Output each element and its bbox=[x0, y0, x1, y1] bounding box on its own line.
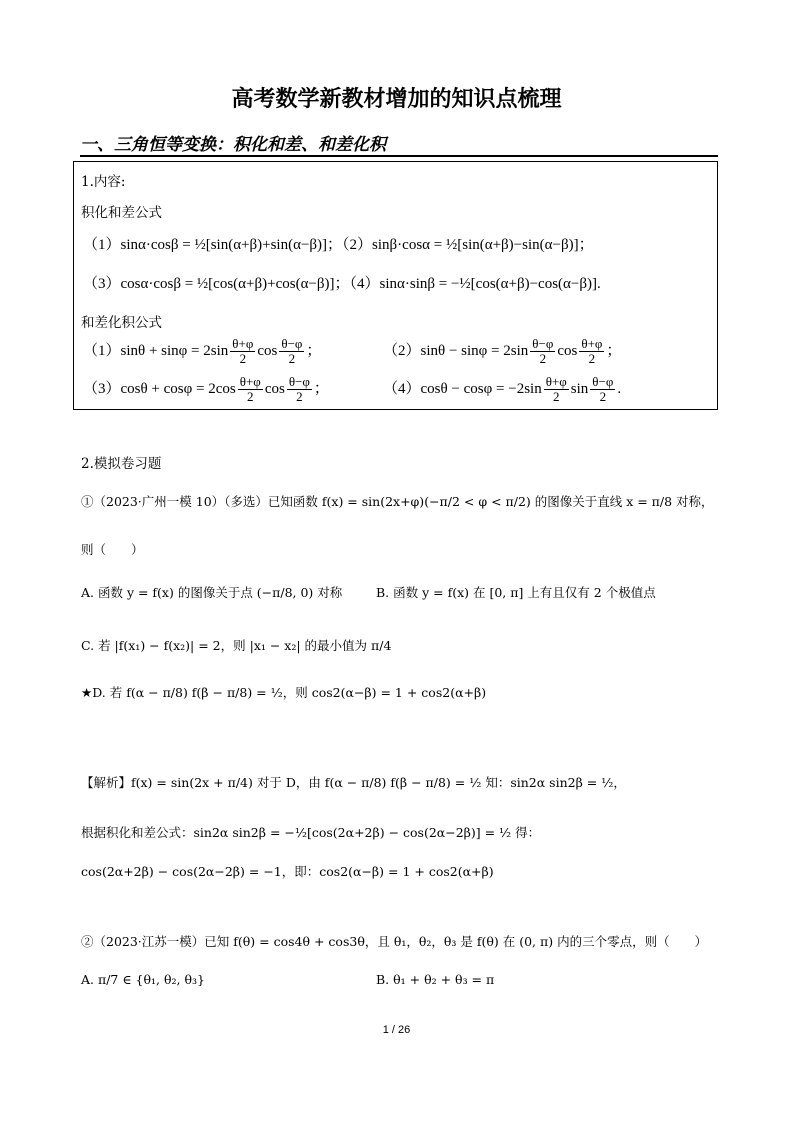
option-a: A. 函数 y = f(x) 的图像关于点 (−π/8, 0) 对称 bbox=[81, 585, 343, 600]
fraction: $\frac{\theta-\varphi}{2}$ bbox=[592, 374, 614, 404]
fraction: $\frac{\theta-\varphi}{2}$ bbox=[532, 336, 554, 366]
question-1-stem: ①（2023·广州一模 10）（多选）已知函数 f(x) = sin(2x+φ)(−π/2 < φ < π/2) 的图像关于直线 x = π/8 对称， bbox=[81, 494, 714, 509]
question-2-stem: ②（2023·江苏一模）已知 f(θ) = cos4θ + cos3θ，且 θ₁，θ₂，θ₃ 是 f(θ) 在 (0, π) 内的三个零点，则（ ） bbox=[81, 934, 708, 949]
product-to-sum-formula-1: （1）sinα·cosβ = ½[sin(α+β)+sin(α−β)]；（2）sinβ·cosα = ½[sin(α+β)−sin(α−β)]； bbox=[83, 237, 594, 253]
section-rule bbox=[80, 155, 718, 157]
page-number: 1 / 26 bbox=[382, 1024, 411, 1036]
fraction: $\frac{\theta+\varphi}{2}$ bbox=[232, 336, 254, 366]
solution-line-2: 根据积化和差公式：sin2α sin2β = −½[cos(2α+2β) − cos(2α−2β)] = ½ 得： bbox=[81, 825, 541, 840]
sum-to-product-formula-4: （4）cosθ − cosφ = −2sin $\frac{\theta+\varphi}{2}$ sin $\frac{\theta-\varphi}{2}$ . bbox=[383, 374, 622, 404]
question-1-stem-tail: 则（ ） bbox=[81, 542, 144, 557]
option-c: C. 若 |f(x₁) − f(x₂)| = 2，则 |x₁ − x₂| 的最小值为 π/4 bbox=[81, 638, 392, 653]
option-d: ★D. 若 f(α − π/8) f(β − π/8) = ½，则 cos2(α−β) = 1 + cos2(α+β) bbox=[81, 685, 487, 700]
page-title: 高考数学新教材增加的知识点梳理 bbox=[231, 87, 562, 112]
product-to-sum-label: 积化和差公式 bbox=[81, 205, 162, 221]
fraction: $\frac{\theta+\varphi}{2}$ bbox=[581, 336, 603, 366]
fraction: $\frac{\theta-\varphi}{2}$ bbox=[281, 336, 303, 366]
question-2-option-b: B. θ₁ + θ₂ + θ₃ = π bbox=[376, 972, 495, 987]
sum-to-product-formula-1: （1）sinθ + sinφ = 2sin $\frac{\theta+\varphi}{2}$ cos $\frac{\theta-\varphi}{2}$ ； bbox=[83, 336, 322, 366]
solution-line-1: 【解析】f(x) = sin(2x + π/4) 对于 D，由 f(α − π/8) f(β − π/8) = ½ 知：sin2α sin2β = ½， bbox=[81, 775, 626, 790]
product-to-sum-formula-2: （3）cosα·cosβ = ½[cos(α+β)+cos(α−β)]；（4）sinα·sinβ = −½[cos(α+β)−cos(α−β)]. bbox=[83, 276, 601, 292]
question-2-option-a: A. π/7 ∈ {θ₁, θ₂, θ₃} bbox=[81, 972, 205, 987]
content-label: 1.内容: bbox=[81, 174, 126, 190]
fraction: $\frac{\theta-\varphi}{2}$ bbox=[288, 374, 310, 404]
solution-line-3: cos(2α+2β) − cos(2α−2β) = −1，即：cos2(α−β) = 1 + cos2(α+β) bbox=[81, 864, 494, 879]
fraction: $\frac{\theta+\varphi}{2}$ bbox=[239, 374, 261, 404]
practice-label: 2.模拟卷习题 bbox=[81, 456, 162, 472]
sum-to-product-formula-3: （3）cosθ + cosφ = 2cos $\frac{\theta+\varphi}{2}$ cos $\frac{\theta-\varphi}{2}$ ； bbox=[83, 374, 329, 404]
sum-to-product-label: 和差化积公式 bbox=[81, 315, 162, 331]
option-b: B. 函数 y = f(x) 在 [0, π] 上有且仅有 2 个极值点 bbox=[376, 585, 656, 600]
sum-to-product-formula-2: （2）sinθ − sinφ = 2sin $\frac{\theta-\varphi}{2}$ cos $\frac{\theta+\varphi}{2}$ ； bbox=[383, 336, 622, 366]
fraction: $\frac{\theta+\varphi}{2}$ bbox=[545, 374, 567, 404]
section-heading: 一、三角恒等变换：积化和差、和差化积 bbox=[80, 135, 386, 155]
